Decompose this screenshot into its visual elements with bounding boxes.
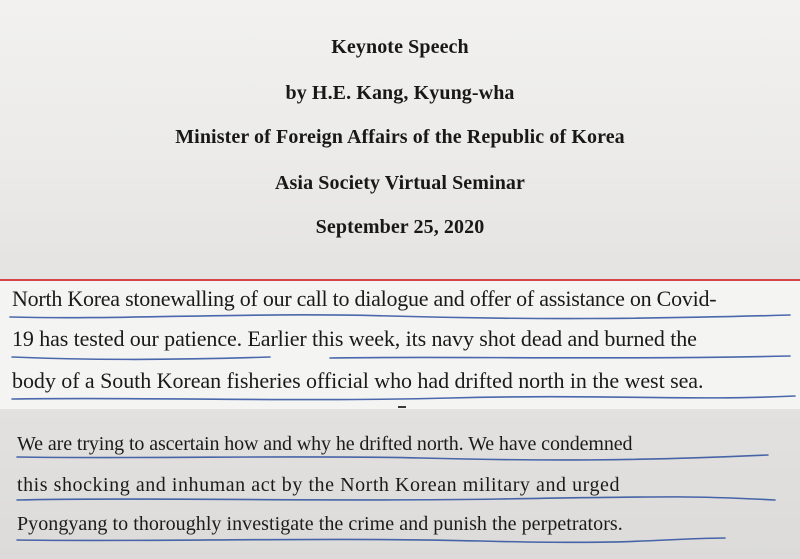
speech-date: September 25, 2020 [315,216,485,238]
stray-dash-mark [398,406,406,408]
speech-title: Keynote Speech [331,36,469,58]
excerpt-top-line-1: North Korea stonewalling of our call to dialogue and offer of assistance on Covid- [12,286,717,311]
excerpt-bottom [0,409,800,559]
speaker-position: Minister of Foreign Affairs of the Republic of Korea [175,126,625,148]
speaker-byline: by H.E. Kang, Kyung-wha [285,82,515,104]
excerpt-bottom-line-1: We are trying to ascertain how and why he drifted north. We have condemned [17,433,633,455]
excerpt-top-line-2: 19 has tested our patience. Earlier this week, its navy shot dead and burned the [12,326,697,351]
excerpt-top [0,281,800,409]
event-name: Asia Society Virtual Seminar [274,172,525,194]
excerpt-bottom-line-2: this shocking and inhuman act by the North Korean military and urged [17,474,621,496]
excerpt-top-line-3: body of a South Korean fisheries official who had drifted north in the west sea. [12,368,704,393]
excerpt-bottom-line-3: Pyongyang to thoroughly investigate the crime and punish the perpetrators. [17,513,623,535]
